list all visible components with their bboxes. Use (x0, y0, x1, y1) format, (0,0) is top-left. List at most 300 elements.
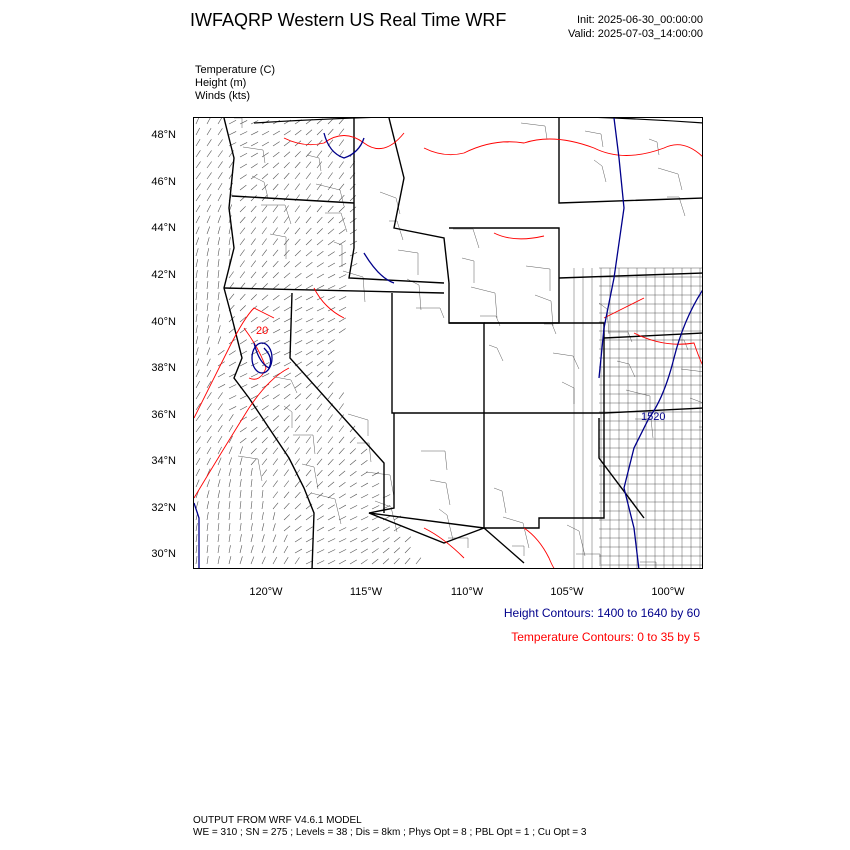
wind-barb (262, 153, 269, 157)
wind-barb (284, 458, 289, 465)
wind-barb (273, 405, 279, 410)
wind-barb (317, 162, 322, 168)
wind-barb (295, 538, 302, 542)
wind-barb (218, 479, 220, 487)
wind-barb (251, 512, 252, 520)
wind-barb (251, 164, 258, 168)
wind-barb (196, 336, 198, 344)
wind-barb (328, 527, 335, 531)
wind-barb (284, 557, 288, 564)
wind-barb (196, 556, 197, 564)
wind-barb (229, 501, 230, 509)
wind-barb (262, 261, 267, 267)
wind-barb (196, 381, 200, 388)
county-line (311, 493, 341, 524)
wind-barb (240, 556, 242, 564)
wind-barb (405, 547, 411, 553)
wind-barb (306, 362, 313, 366)
wind-barb (196, 480, 199, 487)
wind-barb (251, 185, 257, 190)
wind-barb (251, 272, 256, 278)
wind-barb (350, 448, 356, 454)
wind-barb (251, 217, 256, 223)
wind-barb (306, 262, 312, 267)
wind-barb (240, 490, 241, 498)
wind-barb (383, 548, 389, 553)
wind-barb (251, 317, 257, 322)
wind-barb (218, 172, 222, 179)
wind-barb (317, 308, 324, 311)
wind-barb (306, 481, 311, 487)
wind-barb (207, 447, 211, 454)
wind-barb (328, 162, 333, 168)
model-settings: WE = 310 ; SN = 275 ; Levels = 38 ; Dis = 8km ; Phys Opt = 8 ; PBL Opt = 1 ; Cu Opt = 3 (193, 827, 587, 838)
wind-barb (372, 527, 379, 531)
wind-barb (284, 526, 290, 531)
wind-barb (262, 523, 264, 531)
wind-barb (317, 263, 324, 267)
wind-barb (306, 162, 311, 168)
wind-barb (251, 261, 256, 267)
wind-barb (350, 505, 357, 509)
wind-barb (196, 172, 201, 179)
wind-barb (295, 206, 300, 212)
wind-barb (405, 558, 410, 564)
wind-barb (229, 545, 231, 553)
wind-barb (273, 329, 280, 333)
wind-barb (306, 415, 311, 421)
wind-barb (306, 140, 312, 146)
wind-barb (207, 325, 209, 333)
wind-barb (273, 523, 275, 531)
wind-barb (306, 228, 311, 234)
wind-barb (207, 314, 208, 322)
wind-barb (295, 184, 300, 190)
wind-barb (251, 374, 258, 377)
wind-barb (317, 206, 322, 212)
wind-barb (251, 153, 258, 157)
wind-barb (295, 481, 300, 487)
wind-barb (240, 294, 245, 300)
wind-barb (317, 561, 324, 564)
wind-barb (229, 351, 236, 355)
wind-barb (328, 263, 335, 267)
wind-barb (229, 226, 231, 234)
wind-barb (240, 185, 246, 190)
wind-barb (218, 270, 219, 278)
wind-barb (306, 538, 313, 542)
wind-barb (273, 152, 279, 157)
wind-barb (251, 195, 257, 201)
wind-barb (207, 336, 209, 344)
wind-barb (218, 161, 223, 168)
wind-barb (207, 490, 209, 498)
wind-barb (218, 350, 224, 355)
county-line (471, 287, 497, 318)
wind-barb (328, 470, 334, 476)
wind-barb (218, 150, 223, 157)
wind-barb (262, 427, 268, 432)
wind-barb (196, 292, 197, 300)
lat-label-42: 42°N (151, 269, 176, 281)
wind-barb (339, 549, 346, 553)
wind-barb (284, 173, 289, 179)
wind-barb (284, 273, 290, 278)
wind-barb (284, 162, 290, 168)
wind-barb (361, 494, 368, 498)
wind-barb (350, 471, 356, 476)
wind-barb (394, 526, 401, 531)
init-time: Init: 2025-06-30_00:00:00 (577, 14, 703, 26)
wind-barb (207, 216, 210, 223)
wind-barb (328, 340, 335, 344)
wind-barb (229, 294, 234, 300)
wind-barb (284, 470, 289, 476)
wind-barb (218, 259, 219, 267)
lat-label-44: 44°N (151, 222, 176, 234)
wind-barb (295, 330, 302, 333)
wind-barb (207, 556, 208, 564)
county-line (334, 242, 342, 267)
wind-barb (295, 296, 302, 300)
county-line (535, 295, 553, 326)
wind-barb (328, 318, 335, 322)
county-line (672, 340, 688, 350)
wind-barb (328, 505, 335, 509)
wind-barb (339, 437, 344, 443)
wind-barb (295, 447, 300, 454)
wind-barb (306, 285, 313, 289)
wind-barb (218, 205, 221, 212)
wind-barb (207, 150, 212, 157)
wind-barb (218, 392, 223, 399)
wind-barb (240, 457, 242, 465)
wind-barb (251, 206, 256, 212)
wind-barb (328, 229, 334, 234)
wind-barb (306, 130, 312, 135)
model-info (193, 815, 586, 839)
wind-barb (251, 228, 256, 234)
wind-barb (328, 371, 334, 377)
wind-barb (295, 250, 301, 256)
wind-barb (350, 483, 357, 487)
wind-barb (361, 449, 367, 454)
lon-label-105: 105°W (550, 586, 584, 598)
wind-barb (196, 216, 200, 223)
wind-barb (339, 296, 346, 300)
wind-barb (328, 382, 333, 388)
wind-barb (306, 404, 311, 410)
wind-barb (240, 479, 241, 487)
wind-barb (251, 479, 252, 487)
wind-barb (240, 523, 241, 531)
wind-barb (273, 481, 278, 487)
wind-barb (284, 228, 289, 234)
wind-barb (262, 512, 264, 520)
wind-barb (339, 286, 346, 289)
wind-barb (284, 152, 290, 157)
wind-barb (273, 261, 278, 267)
wind-barb (218, 545, 219, 553)
wind-barb (317, 351, 324, 355)
wind-barb (306, 340, 313, 344)
wind-barb (218, 292, 219, 300)
wind-barb (394, 548, 400, 553)
wind-barb (339, 318, 346, 322)
wind-barb (240, 362, 247, 366)
wind-barb (383, 559, 389, 564)
wind-barb (229, 414, 233, 421)
wind-barb (218, 534, 219, 542)
wind-barb (284, 261, 290, 267)
wind-barb (218, 118, 222, 124)
wind-barb (240, 340, 247, 344)
wind-barb (317, 129, 323, 135)
wind-barb (218, 303, 219, 311)
wind-barb (284, 492, 289, 498)
wind-barb (207, 370, 211, 377)
wind-barb (361, 505, 368, 509)
wind-barb (328, 217, 334, 223)
wind-barb (218, 248, 219, 256)
wind-barb (196, 501, 198, 509)
county-line (293, 435, 315, 454)
wind-barb (196, 414, 201, 421)
wind-barb (207, 359, 210, 366)
wind-barb (328, 173, 333, 179)
wind-barb (339, 140, 344, 146)
wind-barb (262, 228, 267, 234)
wind-barb (317, 173, 322, 179)
wind-barb (240, 175, 247, 179)
map-canvas (194, 118, 703, 569)
wind-barb (273, 307, 280, 311)
wind-barb (196, 523, 197, 531)
wind-barb (196, 325, 197, 333)
wind-barb (262, 318, 269, 322)
lat-label-46: 46°N (151, 176, 176, 188)
temperature-field-label: Temperature (C) (195, 64, 276, 76)
wind-barb (284, 318, 291, 322)
wind-barb (207, 545, 208, 553)
wind-barb (383, 527, 390, 531)
lat-label-40: 40°N (151, 316, 176, 328)
wind-barb (328, 350, 334, 355)
wind-barb (196, 237, 199, 245)
wind-barb (229, 556, 231, 564)
wind-barb (295, 415, 300, 421)
wind-barb (196, 370, 199, 377)
wind-barb (240, 428, 247, 432)
wind-barb (284, 394, 290, 399)
lon-label-120: 120°W (249, 586, 283, 598)
wind-barb (339, 184, 344, 190)
wind-barb (295, 404, 301, 410)
wind-barb (295, 351, 302, 355)
wind-barb (218, 468, 221, 476)
wind-barb (218, 128, 222, 135)
temp-contour-label: 20 (256, 325, 269, 337)
wind-barb (328, 482, 334, 487)
wind-barb (328, 329, 335, 333)
wind-barb (328, 448, 333, 454)
wind-barb (295, 228, 300, 234)
wind-barb (295, 151, 301, 157)
wind-barb (317, 151, 322, 157)
wind-barb (207, 501, 209, 509)
wind-barb (317, 538, 324, 542)
wind-barb (306, 173, 311, 179)
wind-barb (295, 459, 300, 465)
county-line (553, 353, 579, 369)
wind-barb (306, 383, 312, 388)
wind-barb (207, 226, 210, 234)
wind-barb (262, 459, 267, 465)
wind-barb (306, 206, 311, 212)
wind-barb (207, 436, 211, 443)
weather-map (193, 117, 703, 569)
wind-barb (317, 459, 322, 465)
wind-barb (218, 139, 223, 146)
wind-barb (218, 512, 219, 520)
wind-barb (196, 425, 201, 432)
wind-barb (240, 373, 247, 377)
wind-barb (262, 448, 267, 454)
wind-barb (251, 490, 252, 498)
county-line (617, 361, 635, 377)
wind-barb (295, 262, 301, 267)
wind-barb (372, 548, 379, 553)
wind-barb (317, 372, 323, 377)
county-line (398, 250, 418, 275)
wind-barb (295, 373, 302, 377)
wind-barb (306, 184, 311, 190)
wind-barb (273, 206, 278, 212)
height-contour-label: 1520 (641, 411, 666, 423)
wind-barb (240, 250, 245, 256)
wind-barb (273, 173, 279, 179)
wind-barb (284, 503, 289, 509)
wind-barb (218, 237, 220, 245)
wind-barb (262, 174, 268, 179)
wind-barb (218, 194, 222, 201)
wind-barb (350, 218, 356, 223)
wind-barb (240, 468, 242, 476)
wind-barb (273, 469, 278, 476)
wind-barb (229, 237, 230, 245)
wind-barb (196, 227, 199, 234)
lon-label-110: 110°W (450, 586, 484, 598)
county-lines (234, 118, 703, 569)
wind-barb (339, 129, 344, 135)
wind-barb (339, 527, 346, 531)
wind-barb (273, 142, 280, 146)
wind-barb (306, 239, 312, 245)
wind-barb (240, 261, 245, 267)
wind-barb (361, 559, 368, 564)
wind-barb (251, 501, 252, 509)
wind-barb (317, 140, 322, 146)
wind-barb (361, 549, 368, 553)
wind-barb (218, 556, 220, 564)
wind-barb (229, 406, 236, 410)
wind-barb (218, 436, 222, 443)
wind-barb (295, 239, 300, 245)
wind-barb (350, 437, 355, 443)
county-line (658, 168, 682, 190)
wind-barb (317, 251, 323, 256)
wind-barb (262, 206, 267, 212)
wind-barb (196, 161, 201, 168)
wind-barb (218, 373, 225, 377)
wind-barb (339, 252, 346, 256)
wind-barb (207, 183, 211, 190)
wind-barb (218, 425, 222, 432)
wind-barb (207, 292, 208, 300)
wind-barb (295, 515, 301, 520)
wind-barb (273, 448, 278, 454)
wind-barb (328, 206, 333, 212)
wind-barb (339, 448, 344, 454)
wind-barb (295, 285, 302, 289)
wind-barb (196, 248, 198, 256)
wind-barb (350, 528, 357, 531)
wind-barb (361, 517, 368, 520)
wind-barb (251, 294, 257, 300)
wind-barb (218, 325, 220, 333)
county-line (521, 123, 547, 139)
lat-label-36: 36°N (151, 409, 176, 421)
wind-barb (262, 283, 268, 289)
wind-barb (295, 394, 301, 399)
wind-barb (306, 448, 311, 454)
wind-barb (207, 425, 212, 432)
wind-barb (328, 459, 333, 465)
wind-barb (361, 483, 368, 487)
wind-barb (262, 437, 268, 443)
wind-barb (196, 534, 197, 542)
wind-barb (240, 395, 247, 399)
wind-barb (273, 184, 278, 190)
field-list (195, 64, 275, 103)
wind-barb (350, 460, 356, 465)
wind-barb (196, 447, 200, 454)
wind-barb (284, 415, 290, 421)
wind-barb (251, 438, 257, 443)
wind-barb (207, 237, 209, 245)
wind-barb (273, 362, 280, 366)
county-line (270, 234, 286, 259)
wind-barb (207, 403, 212, 410)
wind-barb (196, 469, 200, 476)
wind-barb (284, 384, 291, 388)
wind-barb (262, 557, 265, 564)
county-line (594, 160, 606, 182)
wind-barb (317, 504, 323, 509)
wind-barb (262, 501, 263, 509)
wind-barb (339, 162, 344, 168)
wind-barb (328, 129, 333, 135)
model-version: OUTPUT FROM WRF V4.6.1 MODEL (193, 815, 362, 826)
wind-barb (207, 479, 210, 487)
county-line (462, 258, 474, 283)
wind-barb (240, 305, 246, 311)
wind-barb (251, 142, 258, 146)
wind-barb (284, 426, 289, 432)
wind-barb (295, 492, 300, 498)
wind-barb (383, 537, 390, 542)
county-line (640, 562, 656, 569)
